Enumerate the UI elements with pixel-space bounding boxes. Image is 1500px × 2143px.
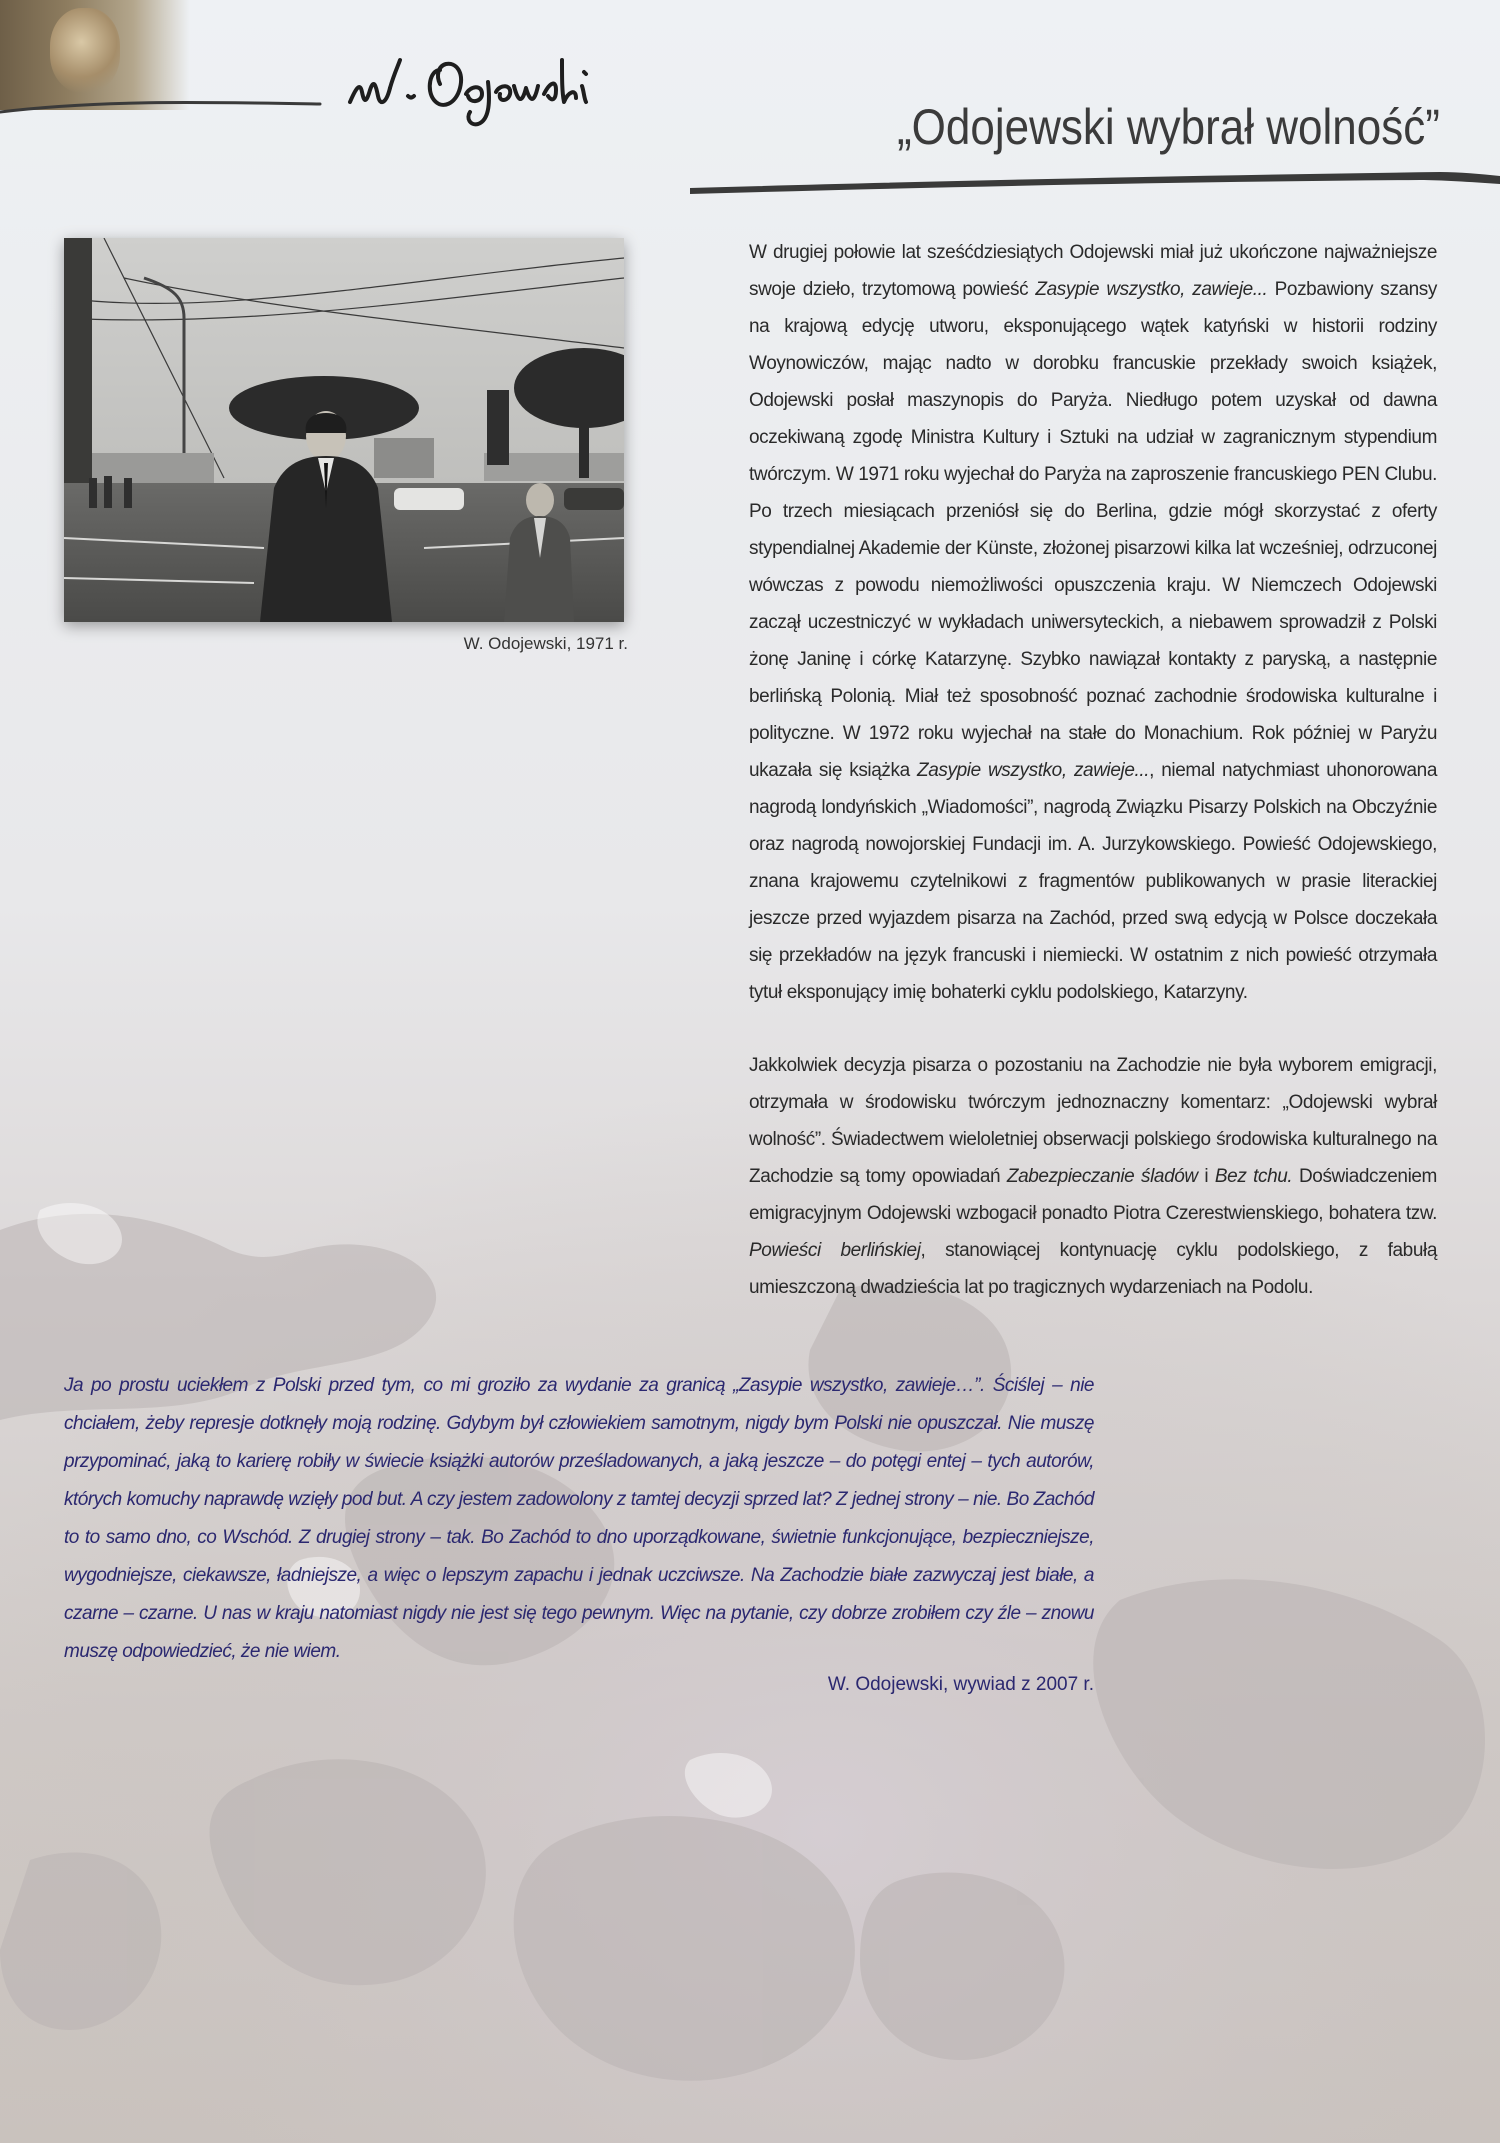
article-text-segment: W drugiej połowie lat sześćdziesiątych Odojewski miał już ukończone najważniejsze swoje dzieło, trzytomową powieść <box>749 242 1437 300</box>
signature-image <box>300 30 600 130</box>
article-text-segment: Jakkolwiek decyzja pisarza o pozostaniu na Zachodzie nie była wyborem emigracji, otrzymała w środowisku twórczym jednoznaczny komentarz: „Odojewski wybrał wolność”. Świadectwem wieloletniej obserwacji polskiego środowiska kulturalnego na Zachodzie są tomy opowiadań <box>749 1055 1437 1187</box>
book-title-bez-tchu: Bez tchu. <box>1214 1166 1293 1187</box>
article-paragraph-2 <box>749 1047 1437 1306</box>
photo-caption: W. Odojewski, 1971 r. <box>463 634 628 653</box>
photo-street-scene <box>64 238 624 622</box>
article-text-segment: , niemal natychmiast uhonorowana nagrodą londyńskich „Wiadomości”, nagrodą Związku Pisarzy Polskich na Obczyźnie oraz nagrodą nowojorskiej Fundacji im. A. Jurzykowskiego. Powieść Odojewskiego, znana krajowemu czytelnikowi z fragmentów publikowanych w prasie literackiej jeszcze przed wyjazdem pisarza na Zachód, przed swą edycją w Polsce doczekała się przekładów na język francuski i niemiecki. W ostatnim z nich powieść otrzymała tytuł eksponujący imię bohaterki cyklu podolskiego, Katarzyny. <box>749 760 1438 1003</box>
historical-photo <box>64 238 624 622</box>
article-text-segment: Doświadczeniem emigracyjnym Odojewski wzbogacił ponadto Piotra Czerestwienskiego, bohatera tzw. <box>749 1166 1437 1224</box>
book-title-zabezpieczanie: Zabezpieczanie śladów <box>1006 1166 1198 1187</box>
article-text-segment: Pozbawiony szansy na krajową edycję utworu, eksponującego wątek katyński w historii rodziny Woynowiczów, mając nadto w dorobku francuskie przekłady swoich książek, Odojewski posłał maszynopis do Paryża. Niedługo potem uzyskał od dawna oczekiwaną zgodę Ministra Kultury i Sztuki na udział w zagranicznym stypendium twórczym. W 1971 roku wyjechał do Paryża na zaproszenie francuskiego PEN Clubu. Po trzech miesiącach przeniósł się do Berlina, gdzie mógł skorzystać z oferty stypendialnej Akademie der Künste, złożonej pisarzowi kilka lat wcześniej, odrzuconej wówczas z powodu niemożliwości opuszczenia kraju. W Niemczech Odojewski zaczął uczestniczyć w wykładach uniwersyteckich, a niebawem sprowadził z Polski żonę Janinę i córkę Katarzynę. Szybko nawiązał kontakty z paryską, a następnie berlińską Polonią. Miał też sposobność poznać zachodnie środowiska kulturalne i polityczne. W 1972 roku wyjechał na stałe do Monachium. Rok później w Paryżu ukazała się książka <box>749 279 1437 781</box>
article-text-segment: , stanowiącej kontynuację cyklu podolskiego, z fabułą umieszczoną dwadzieścia lat po tragicznych wydarzeniach na Podolu. <box>749 1240 1437 1298</box>
book-title-powiesc-berlinska: Powieści berlińskiej <box>749 1240 921 1261</box>
page-title: „Odojewski wybrał wolność” <box>897 99 1440 155</box>
quote-text: Ja po prostu uciekłem z Polski przed tym, co mi groziło za wydanie za granicą „Zasypie wszystko, zawieje…”. Ściślej – nie chciałem, żeby represje dotknęły moją rodzinę. Gdybym był człowiekiem samotnym, nigdy bym Polski nie opuszczał. Nie muszę przypominać, jaką to karierę robiły w świecie książki autorów prześladowanych, a jaką jeszcze – do potęgi entej – tych autorów, których komuchy naprawdę wzięły pod but. A czy jestem zadowolony z tamtej decyzji sprzed lat? Z jednej strony – nie. Bo Zachód to to samo dno, co Wschód. Z drugiej strony – tak. Bo Zachód to dno uporządkowane, świetnie funkcjonujące, bezpieczniejsze, wygodniejsze, ciekawsze, ładniejsze, a więc o lepszym zapachu i jednak uczciwsze. Na Zachodzie białe zazwyczaj jest białe, a czarne – czarne. U nas w kraju natomiast nigdy nie jest się tego pewnym. Więc na pytanie, czy dobrze zrobiłem czy źle – znowu muszę odpowiedzieć, że nie wiem. <box>64 1375 1094 1662</box>
article-paragraph-1 <box>749 234 1437 1011</box>
header-top-stroke <box>0 102 320 112</box>
header-title-underline <box>690 172 1500 194</box>
quote-source: W. Odojewski, wywiad z 2007 r. <box>827 1674 1094 1695</box>
book-title-zasypie: Zasypie wszystko, zawieje... <box>917 760 1150 781</box>
article-text-segment: i <box>1197 1166 1215 1187</box>
portrait-face <box>50 8 120 93</box>
interview-quote <box>64 1367 1094 1671</box>
article-body <box>749 234 1437 1342</box>
book-title-zasypie: Zasypie wszystko, zawieje... <box>1035 279 1268 300</box>
